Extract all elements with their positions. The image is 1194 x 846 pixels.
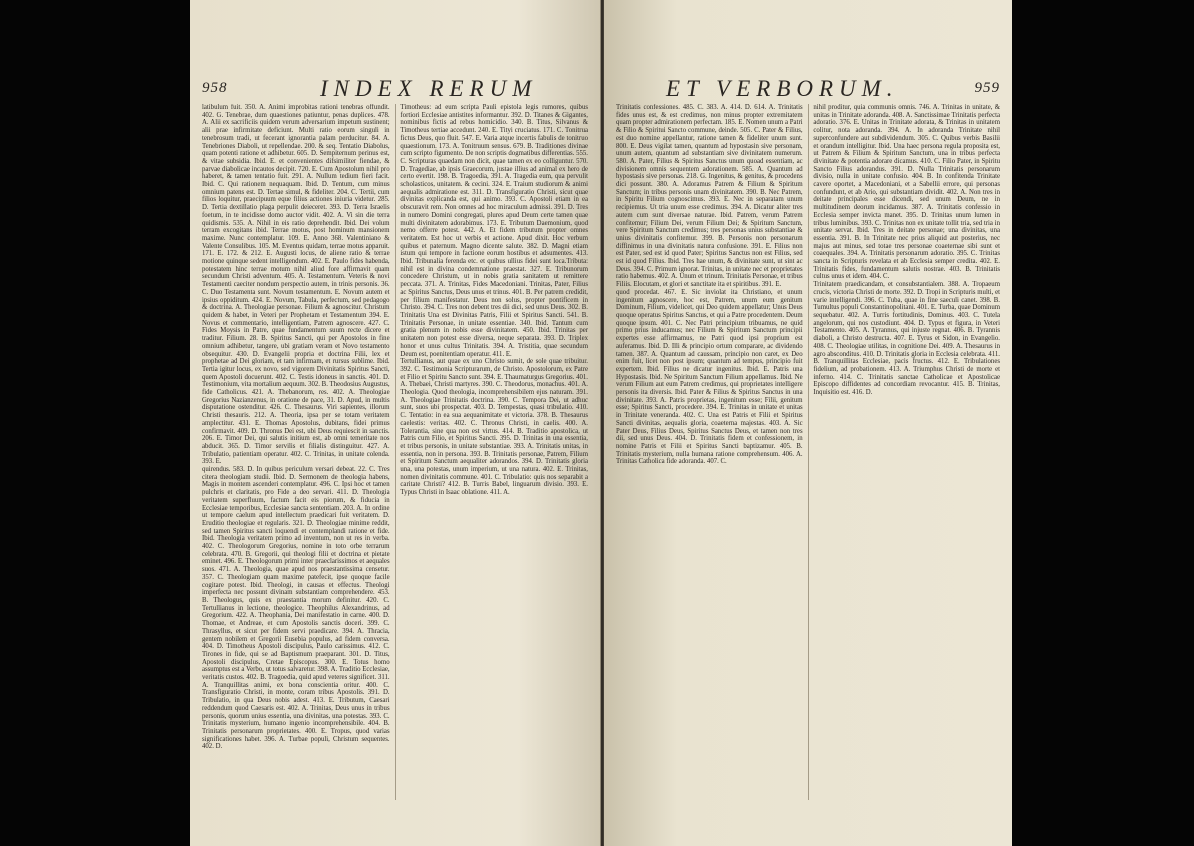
index-text: Tertullianus, aut quae ex uno Christo sumit, de sole quae tribuitur. 392. C. Testimonia Scripturarum, de Christo. Apostolorum, ex Patre et Filio et Spiritu Sancto sunt. 394. E. Thaumaturgus Gregorius. 401. A. Thebaei, Christi martyres. 390. C. Theodorus, monachus. 401. A. Theologia. Quod theologia, incomprehensibilem ejus naturam. 391. A. Theologiae Trinitatis doctrina. 390. C. Tempora Dei, ut adhuc sunt, suos ubi prospectat. 403. D. Tempestas, quasi tribulatio. 410. C. Tentatio: in ea sua aequanimitate et victoria. 378. B. Thesaurus caelestis: veritas. 402. C. Thronus Christi, in caelis. 400. A. Tolerantia, sine qua non est virtus. 414. B. Traditio apostolica, ut Patris cum Filio, et Spiritus Sancti. 395. D. Trinitas in una essentia, et tribus personis, in unitate substantiae. 393. A. Trinitatis unitas, in essentia, non in persona. 393. B. Trinitatis personae, Patrem, Filium et Spiritum Sanctum aequaliter adorandos. 394. D. Trinitatis gloria una, una potestas, unum imperium, ut una natura. 402. E. Trinitas, nomen divinitatis commune. 401. C. Tribulatio: quis nos separabit a caritate Christi? 412. B. Turris Babel, linguarum divisio. 393. E. Typus Christi in Isaac oblatione. 411. A.	[400, 358, 588, 497]
index-text: quirendus. 583. D. In quibus periculum versari debeat. 22. C. Tres citera theologiam studii. Ibid. D. Sermonem de theologia habens, Magis in montem ascenderi contemplatur. 496. C. Ipsi hoc et tamen pulchris et claritatis, pro Fide a deo servari. 411. D. Theologia veritatem superfluum, factum facit eis piorum, & fiducia in Ecclesiae temporibus, Ecclesiae sancta sententiam. 203. A. In ordine ut tempore caelum apud intellectum praedicari fuit veritatem. D. Eruditio theologiae et regularis. 321. D. Theologiae minime reddit, sed tamen Spiritus sancti loquendi et contemplandi ratione et fide. Ibid. Theologia veritatem primo ad inventum, non ut res in verba. 402. C. Theologorum Gregorius, nomine in toto orbe terrarum celebrata. 470. B. Gregorii, qui theologi filii et doctrina et pietate eminet. 496. E. Theologorum primi inter praeclarissimos et aequales suos. 471. A. Theologia, quae apud nos praestantissima censetur. 357. C. Theologiam quam maxime patefecit, ipse quoque facile cogitare potest. Ibid. Theologi, in causas et effectus. Theologi imperfecta nec possunt divinam substantiam comprehendere. 453. B. Theologus, quis ex praestantia morum definitur. 420. C. Tertullianus in lectione, theologice. Theophilus Alexandrinus, ad Gregorium. 422. A. Theophania, Dei manifestatio in carne. 400. D. Thomae, et Andreae, et cum Apostolis sanctis doceri. 399. C. Thrasyllus, et sicut per fidem servi praedicare. 394. A. Thracia, gentem nobilem et Gregorii Eusebia populus, ad fidem conversa. 404. D. Timotheus Apostoli discipulus, Paulo carissimus. 412. C. Tirones in fide, qui se ad Baptismum praeparant. 301. D. Titus, Apostoli discipulus, Cretae Episcopus. 300. E. Totus homo assumptus est a Verbo, ut totus salvaretur. 398. A. Traditio Ecclesiae, veritatis custos. 402. B. Tragoedia, quid apud veteres significet. 311. A. Tranquillitas animi, ex bona conscientia oritur. 400. C. Transfiguratio Christi, in monte, coram tribus Apostolis. 391. D. Tribulatio, in qua Deus nobis adest. 413. E. Tributum, Caesari reddendum quod Caesaris est. 402. A. Trinitas, Deus unus in tribus personis, quorum unius essentia, una divinitas, una potestas. 393. C. Trinitatis mysterium, humano ingenio incomprehensibile. 404. B. Trinitatis personarum proprietates. 400. E. Tropus, quod varias significationes habet. 396. A. Turbae populi, Christum sequentes. 402. D.	[202, 466, 390, 751]
left-page	[190, 0, 601, 846]
index-text: latibulum fuit. 350. A. Animi improbitas rationi tenebras offundit. 402. G. Tenebrae, dum quaestiones patiuntur, penas duplices. 478. A. Alii ex sacrificiis quidem verum adversarium impetum sustinent; alii prae infirmitate deficiunt. Multi ratio eorum singuli in tenebrosum tradi, ut fecerant ignorantia palam perducitur. 84. A. Tenebriones Diaboli, ut repellendae. 200. & seq. Tentatio Diabolus, quam potenti ratione et adhibetur. 605. D. Sempiternum perinus est, & vitae subsidia. Ibid. E. et convenientes difsimiliter fiendae, & parvae diabolicae incautos decipit. 720. E. Cum Apostolum nihil pro haberet, & tamen tentatio fuit. 291. A. Nullum tedium fieri facit. Ibid. C. Qui rationem nequaquam. Ibid. D. Tentum, cum minus omnium patens est. D. Tertae simul, & fideliter. 204. C. Tertii, cum filios loquitur, praecipuum eque filius actiones iniuria videtur. 285. D. Tertia dextillatio plaga perpulit deieceret. 393. D. Terra Israelis foetum, in te incidisse domo auctor vidit. 402. A. Vi sin die terra quidismis. 535. A. Nihil in eis ratio deprehendit. Ibid. Dei volum terram excogitans ibid. Terrae motus, post hominum mansionem maxime. Nunc contemplatur. 109. E. Anno 368. Valentiniano & Valente Consulibus. 105. M. Eventus quidam, terrae motus apparuit. 171. E. 172. & 212. E. Augusti locus, de aliene ratio & terrae motione quinque sedent intelligendum. 402. E. Paulo fides habenda, potestatem hinc terrae motum nihil aliud fore affirmavit quam secundum Christi adventum. 405. A. Testamentum. Veteris & novi Testamenti caeciter nondum perspectio autem, in trinis personis. 36. C. Duo Testamenta sunt. Novum testamentum. E. Novum autem et ipsius oppiditum. 424. E. Novum, Tabula, perfectum, sed pedagogo & doctrina. A. Theologiae personae. Filium & agnoscitur. Christum quidem & habet, in Veteri per Prophetam et Testamentum 394. E. Novus et commentario, intelligentiam, Patrem agnoscere. 427. C. Fides Moysis in Patre, quae fundamentum suum recte dicere et traditur. Filium. 28. B. Spiritus Sancti, qui per Apostolos in fine omnium adhibetur, tangere, ubi gratiam veram et Novo testamento obsequitur. 430. D. Evangelii propria et doctrina Filii, lex et prophetae ad Dei gloriam, et tam infirmam, et rursus sublime. Ibid. Tertia igitur locus, ex novo, sed vigorem Divinitatis Spiritus Sancti, quem Apostoli docuerunt. 402. C. Testis idoneus in sanctis. 401. D. Testimonium, vita mortalium aequum. 302. B. Theodosius Augustus, fide Catholicus. 421. A. Thebanorum, res. 402. A. Theologiae Gregorius Nazianzenus, in oratione de pace, 31. D. Apud, in multis disputatione ostenditur. 426. C. Thesaurus. Viri sapientes, illorum Christi thesauris. 212. A. Theoria, ipsa per se totam veritatem amplectitur. 431. E. Thomas Apostolus, dubitans, fidei primus confirmavit. 409. D. Thronus Dei est, ubi Deus requiescit in sanctis. 206. E. Timor Dei, qui salutis initium est, ab omni temeritate nos abducit. 365. D. Timor servilis et filialis distinguitur. 427. A. Tribulatio, patientiam operatur. 402. C. Trinitas, in unitate colenda. 393. E.	[202, 104, 390, 466]
running-title: INDEX RERUM	[320, 76, 538, 101]
right-page	[604, 0, 1012, 846]
left-column	[616, 104, 803, 800]
right-column	[400, 104, 588, 800]
page-number: 958	[202, 80, 228, 96]
index-text: Trinitatis confessiones. 485. C. 383. A. 414. D. 614. A. Trinitatis fides unus est, & est credimus, non minus propter extremitatem quam propter admirationem perfectam. 185. E. Nomen unum a Patri & Filio & Spiritui Sancto commune, deinde. 505. C. Pater & Filius, est duo nomine appellantur, ratione tamen & fideliter unum sunt. 800. E. Deus vigilat tamen, quantum ad hypostasin sive personam, unum autem, quantum ad substantiam sive divinitatem numerum. 580. A. Pater, Filius & Spiritus Sanctus unum quoad essentiam, ac divisionem omnis sequentem adorationem. 585. A. Quantum ad hypostasis sive personas. 218. G. Ingenitus, & genitus, & procedens dici possunt. 380. A. Adoramus Patrem & Filium & Spiritum Sanctum; in tribus personis unam divinitatem. 390. B. Nec Patrem, in Spiritu Filium cognoscimus. 393. E. Nec in separatam unum recipiemus. Ut tria unum esse credimus. 394. A. Dicatur aliter tres autem cum sunt diversae naturae. Ibid. Patrem, verum Patrem confitemur; Filium Dei, verum Filium Dei; & Spiritum Sanctum, vere Spiritum Sanctum credimus; tres personas unius substantiae & unius divinitatis confitemur. 399. B. Personis non personarum diffinimus in una divinitatis natura confusione. 391. E. Filius non est Pater, sed est id quod Pater; Spiritus Sanctus non est Filius, sed est id quod Filius. Ibid. Tres hae unum, & divinitate sunt, ut sint ac Deus. 394. C. Primum ignorat. Trinitas, in unitate nec et proprietates ratio habemus. 402. A. Unum et trinum. Trinitatis Personae, et tribus Filiis. Elocutam, et glori et sanctitate ita et spiritibus. 391. E.	[616, 104, 803, 289]
left-page-header	[202, 76, 588, 106]
index-text: quod procedat. 467. E. Sic inviolat ita Christiano, et unum ingenitum agnoscere, hoc est, Patrem, unum eum genitum Dominum, Filium, videlicet, qui Deo quidem appellatur; Unus Deus quoque operatus Spiritus Sanctus, et qui a Patre procedentem. Deum quoque ipsum. 401. C. Nec Patri principium tribuamus, ne quid primo prius inducamus; nec Filium & Spiritum Sanctum principii expertes esse affirmamus, ne Patri quod ipsi proprium est auferamus. Ibid. D. Illi & principio ortum comparare, ac dividendo tamen. 387. A. Quantum ad caussam, principio non caret, ex Deo enim fuit, licet non post ipsum; quantum ad tempus, principio fuit expertem. Ibid. Filius ne dicatur ingenitus. Ibid. E. Patris una Hypostasis. Ibid. Ne Spiritum Sanctum Filium appellamus. Ibid. Ne verum Filium aut eum Patrem credimus, qui proprietates intelligere personis ita diversis. Ibid. Pater & Filius & Spiritus Sanctus in una divinitate. 393. A. Patris proprietas, ingenitum esse; Filii, genitum esse; Spiritus Sancti, procedere. 394. E. Trinitas in unitate et unitas in Trinitate veneranda. 402. C. Una est Patris et Filii et Spiritus Sancti divinitas, aequalis gloria, coaeterna majestas. 403. A. Sic Pater Deus, Filius Deus, Spiritus Sanctus Deus, et tamen non tres dii, sed unus Deus. 404. D. Trinitatis fidem et confessionem, in nomine Patris et Filii et Spiritus Sancti baptizamur. 405. B. Trinitatis mysterium, nulla humana ratione comprehensum. 406. A. Trinitas Catholica fide adoranda. 407. C.	[616, 288, 803, 466]
column-divider	[395, 104, 396, 800]
index-text: Trinitatem praedicandam, et consubstantialem. 388. A. Tropaeum crucis, victoria Christi de morte. 392. D. Tropi in Scripturis multi, et varie intelligendi. 396. C. Tuba, quae in fine saeculi canet. 398. B. Tumultus populi Constantinopolitani. 401. E. Turba, quae Dominum sequebatur. 402. A. Turris fortitudinis, Dominus. 403. C. Tutela angelorum, qui nos custodiunt. 404. D. Typus et figura, in Veteri Testamento. 405. A. Tyrannus, qui injuste regnat. 406. B. Tyrannis diaboli, a Christo destructa. 407. E. Tyrus et Sidon, in Evangelio. 408. C. Theologiae utilitas, in cognitione Dei. 409. A. Thesaurus in agro absconditus. 410. D. Trinitatis gloria in Ecclesia celebrata. 411. B. Tranquillitas Ecclesiae, pacis fructus. 412. E. Tribulationes fidelium, ad probationem. 413. A. Triumphus Christi de morte et inferno. 414. C. Trinitatis sanctae Catholicae et Apostolicae Episcopo diffidentes ad concordiam revocantur. 415. B. Trinitas, Inquisitio est. 416. D.	[813, 281, 1000, 397]
right-column	[813, 104, 1000, 800]
right-page-header	[616, 76, 1000, 106]
page-number: 959	[974, 80, 1000, 96]
running-title: ET VERBORUM.	[666, 76, 899, 101]
index-text: nihil proditur, quia communis omnis. 746. A. Trinitas in unitate, & unitas in Trinitate adoranda. 408. A. Sanctissimae Trinitatis perfecta adoratio. 376. E. Unitas in Trinitate adorata, & Trinitas in unitatem colitur, nota adoranda. 394. A. In adoranda Trinitate nihil superconfundere aut subdividendum. 305. C. Quibus verbis Basilii et orandum intelligitur. Ibid. Una haec persona regula proposita est, ut Patrem & Filium & Spiritum Sanctum, una in tribus perfecta divinitate & potentia adorare dicamus. 410. C. Filio Pater, in Spiritu Sancto Filius adorandus. 391. D. Nulla Trinitatis personarum divisio, nulla in unitate confusio. 404. B. In confitenda Trinitate cavere oportet, a Macedoniani, et a Sabellii errore, qui personas confundunt, et ab Ario, qui substantiam dividit. 402. A. Non tres in deitate principales esse dicendi, sed unum Deum, ne in multitudinem deorum incidamus. 387. A. Trinitatis confessio in Ecclesia semper invicta manet. 395. D. Trinitas unum lumen in tribus luminibus. 393. C. Trinitas non ex unitate tollit tria, sed tria in unitate servat. Ibid. Tres in deitate personae; una divinitas, una essentia. 391. B. In Trinitate nec prius aliquid aut posterius, nec majus aut minus, sed totae tres personae coaeternae sibi sunt et coaequales. 394. A. Trinitatis personarum adoratio. 395. C. Trinitas sancta in Scripturis revelata et ab Ecclesia semper credita. 402. E. Trinitatis fides, fundamentum salutis nostrae. 403. B. Trinitatis cultus unus et idem. 404. C.	[813, 104, 1000, 281]
left-column	[202, 104, 390, 800]
left-page-columns	[202, 104, 588, 800]
column-divider	[808, 104, 809, 800]
right-page-columns	[616, 104, 1000, 800]
index-text: Timotheus: ad eum scripta Pauli epistola legis rumores, quibus fortiori Ecclesiae antistites informantur. 392. D. Titanes & Gigantes, nominibus fictis ad rebus homicidio. 340. B. Titus, Silvanus & Timotheus tertiae accedunt. 240. E. Tityi cruciatus. 171. C. Tonitrua fictus Deus, quo fluit. 547. E. Varia atque incertis fabulis de tonitruo quaestionum. 173. A. Tonitruum sensus. 679. B. Traditiones divinae cum scripto figumento. De non scriptis dogmatibus differentias. 555. C. Scripturas quaedam non dicit, quae tamen ex eo colliguntur. 570. D. Tragediae, ab ipsis Graecorum, justae illius ad animal ex hero de certo evertit. 198. B. Tragoedia, 391. A. Tragedia eum, qua pervulit scholasticos, unitatem. & cecini. 324. E. Traium studiorum & animi aequalis admiratione est. 311. D. Transfiguratio Christi, sicut quae divinitas explicanda est, qui animo. 393. C. Apostoli etiam in ea obscuravit rem. Non omnes ad hoc miraculum admissi. 391. D. Tres in numero Domini congregati, plures apud Deum certe tamen quae multi divinitatem adorabimus. 173. E. Tributum Daemonium, quod nemo offerre potest. 442. A. Et fidem tributum propter omnes veritatem. Est hoc ut verbis et actione. Apud dixit. Hoc verbum quibus et paternum. Magno dicente salute. 382. D. Magni etiam istum qui tempore in factione eorum hostibus et adsumentes. 413. Ibid. Tribunalia ferenda etc. et quibus ullius fidei sunt loca.Tributa: nihil est in divina condemnatione praestat. 327. E. Tribunorum concedere Christum, ut in nobis gratia sanitatem ut remittere peccata. 371. A. Trinitas, Fides Macedoniani. Trinitas, Pater, Filius ac Spiritus Sanctus, Deus unus et trinus. 401. B. Per patrem credidit, per filium manifestatur. Deus non solus, propter pontificem in Christo. 394. C. Tres non debent tres dii dici, sed unus Deus. 302. B. Trinitatis Una est Divinitas Patris, Filii et Spiritus Sancti. 541. B. Trinitatis Personae, in unitate essentiae. 340. Ibid. Tantum cum gratia plenum in nobis esse divinitatem. 450. Ibid. Trinitas per unitatem non potest esse diversa, neque separata. 393. D. Triplex honor et unus cultus Trinitatis. 394. A. Tristitia, quae secundum Deum est, poenitentiam operatur. 411. E.	[400, 104, 588, 358]
